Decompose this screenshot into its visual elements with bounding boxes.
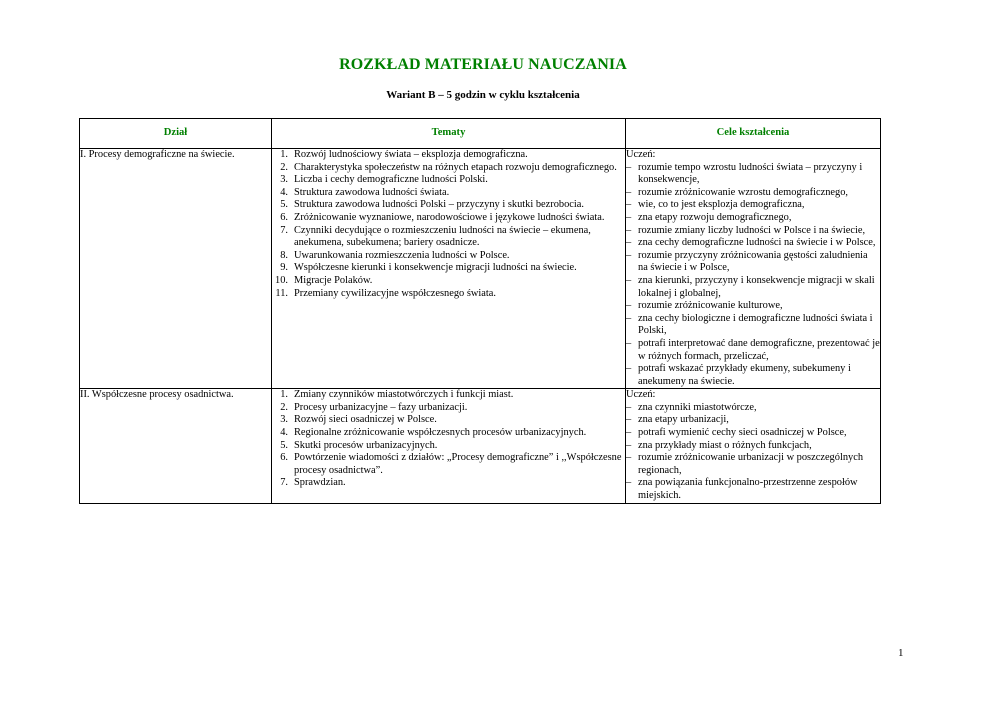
goal-item: – rozumie tempo wzrostu ludności świata – przyczyny i konsekwencje, xyxy=(626,162,880,187)
topic-text: Struktura zawodowa ludności świata. xyxy=(294,186,450,198)
cele-cell xyxy=(626,149,881,389)
dzial-cell: II. Współczesne procesy osadnictwa. xyxy=(80,389,272,503)
topic-item xyxy=(280,224,625,250)
table-header-row xyxy=(80,119,881,149)
topic-text: Rozwój ludnościowy świata – eksplozja demograficzna. xyxy=(294,149,528,160)
goal-item: – zna czynniki miastotwórcze, xyxy=(626,402,880,415)
topic-text: Migracje Polaków. xyxy=(294,274,373,286)
dzial-cell: I. Procesy demograficzne na świecie. xyxy=(80,149,272,389)
topic-item xyxy=(275,274,625,288)
topic-number: 10. xyxy=(275,274,288,286)
goal-item: – zna powiązania funkcjonalno-przestrzenne zespołów miejskich. xyxy=(626,477,880,502)
table-row xyxy=(80,149,881,389)
topic-item xyxy=(280,161,625,175)
table-body xyxy=(80,149,881,504)
topic-number: 5. xyxy=(280,439,288,451)
goal-item: – potrafi interpretować dane demograficzne, prezentować je w różnych formach, przeliczać, xyxy=(626,338,880,363)
table-row xyxy=(80,389,881,503)
topic-text: Regionalne zróżnicowanie współczesnych procesów urbanizacyjnych. xyxy=(294,427,587,439)
topic-number: 3. xyxy=(280,174,288,186)
topic-item xyxy=(280,477,625,490)
goals-list xyxy=(626,162,880,389)
topic-text: Powtórzenie wiadomości z działów: „Procesy demograficzne” i ,,Współczesne procesy osadnictwa”. xyxy=(294,452,622,476)
topic-number: 8. xyxy=(280,249,288,261)
goal-item: – zna cechy demograficzne ludności na świecie i w Polsce, xyxy=(626,237,880,250)
goal-item: – zna cechy biologiczne i demograficzne ludności świata i Polski, xyxy=(626,313,880,338)
topic-text: Czynniki decydujące o rozmieszczeniu ludności na świecie – ekumena, anekumena, subekumena; bariery osadnicze. xyxy=(294,224,591,249)
topic-text: Współczesne kierunki i konsekwencje migracji ludności na świecie. xyxy=(294,262,577,274)
tematy-cell xyxy=(272,149,626,389)
topic-number: 9. xyxy=(280,262,288,274)
document-title: ROZKŁAD MATERIAŁU NAUCZANIA xyxy=(339,56,627,73)
topic-number: 7. xyxy=(280,477,288,489)
topic-number: 5. xyxy=(280,199,288,211)
goal-item: – zna etapy rozwoju demograficznego, xyxy=(626,212,880,225)
topic-number: 1. xyxy=(280,149,288,160)
topic-number: 4. xyxy=(280,427,288,439)
topic-number: 6. xyxy=(280,211,288,223)
goals-intro: Uczeń: xyxy=(626,149,656,160)
topic-item xyxy=(280,452,625,477)
goal-item: – zna przykłady miast o różnych funkcjach, xyxy=(626,440,880,453)
goal-item: – wie, co to jest eksplozja demograficzna, xyxy=(626,199,880,212)
goals-list xyxy=(626,402,880,503)
topic-number: 7. xyxy=(280,224,288,236)
topic-number: 4. xyxy=(280,186,288,198)
topic-text: Zróżnicowanie wyznaniowe, narodowościowe i językowe ludności świata. xyxy=(294,211,605,223)
tematy-cell xyxy=(272,389,626,503)
header-tematy: Tematy xyxy=(272,119,626,149)
topic-item xyxy=(280,186,625,200)
topic-text: Przemiany cywilizacyjne współczesnego świata. xyxy=(294,287,496,299)
topic-text: Uwarunkowania rozmieszczenia ludności w Polsce. xyxy=(294,249,510,261)
curriculum-table xyxy=(79,118,881,504)
topic-number: 1. xyxy=(280,389,288,401)
goal-item: – zna etapy urbanizacji, xyxy=(626,414,880,427)
topics-list xyxy=(272,149,625,300)
topic-item xyxy=(280,211,625,225)
cele-cell xyxy=(626,389,881,503)
goal-item: – rozumie zróżnicowanie kulturowe, xyxy=(626,300,880,313)
goal-item: – rozumie zróżnicowanie urbanizacji w poszczególnych regionach, xyxy=(626,452,880,477)
topic-item xyxy=(280,439,625,453)
header-dzial: Dział xyxy=(80,119,272,149)
header-cele: Cele kształcenia xyxy=(626,119,881,149)
topic-item xyxy=(280,389,625,402)
goals-intro: Uczeń: xyxy=(626,389,656,401)
goal-item: – potrafi wymienić cechy sieci osadniczej w Polsce, xyxy=(626,427,880,440)
goal-item: – zna kierunki, przyczyny i konsekwencje migracji w skali lokalnej i globalnej, xyxy=(626,275,880,300)
topic-text: Zmiany czynników miastotwórczych i funkcji miast. xyxy=(294,389,514,401)
topic-item xyxy=(280,174,625,187)
topic-item xyxy=(280,249,625,263)
topic-text: Rozwój sieci osadniczej w Polsce. xyxy=(294,414,437,426)
goal-item: – rozumie zróżnicowanie wzrostu demograficznego, xyxy=(626,187,880,200)
topic-item xyxy=(280,262,625,275)
topic-item xyxy=(280,414,625,427)
goal-item: – rozumie zmiany liczby ludności w Polsce i na świecie, xyxy=(626,225,880,238)
goal-item: – rozumie przyczyny zróżnicowania gęstości zaludnienia na świecie i w Polsce, xyxy=(626,250,880,275)
topic-item xyxy=(280,427,625,440)
topic-text: Skutki procesów urbanizacyjnych. xyxy=(294,439,438,451)
document-subtitle: Wariant B – 5 godzin w cyklu kształcenia xyxy=(386,89,580,101)
topic-item xyxy=(280,149,625,162)
topic-number: 11. xyxy=(275,287,288,299)
topic-number: 2. xyxy=(280,161,288,173)
topic-item xyxy=(280,401,625,415)
topic-number: 6. xyxy=(280,452,288,464)
topic-item xyxy=(275,287,625,301)
topic-text: Procesy urbanizacyjne – fazy urbanizacji. xyxy=(294,401,468,413)
topic-number: 2. xyxy=(280,401,288,413)
topic-text: Liczba i cechy demograficzne ludności Polski. xyxy=(294,174,488,186)
topics-list xyxy=(272,389,625,490)
topic-text: Sprawdzian. xyxy=(294,477,346,489)
goal-item: – potrafi wskazać przykłady ekumeny, subekumeny i anekumeny na świecie. xyxy=(626,363,880,388)
topic-text: Charakterystyka społeczeństw na różnych etapach rozwoju demograficznego. xyxy=(294,161,617,173)
topic-number: 3. xyxy=(280,414,288,426)
page-number: 1 xyxy=(898,647,904,659)
topic-text: Struktura zawodowa ludności Polski – przyczyny i skutki bezrobocia. xyxy=(294,199,585,211)
topic-item xyxy=(280,199,625,212)
